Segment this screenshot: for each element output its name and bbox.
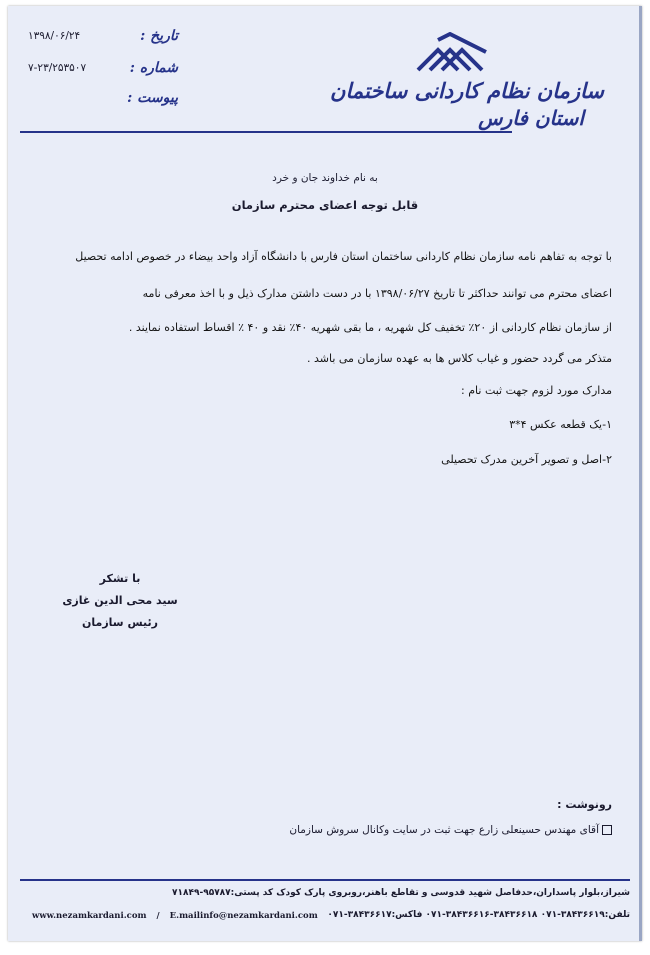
page-edge (639, 6, 642, 941)
body-line: ۲-اصل و تصویر آخرین مدرک تحصیلی (441, 453, 612, 466)
footer-contact (32, 911, 318, 921)
cc-item (289, 824, 612, 836)
organization-logo (330, 32, 604, 132)
cc-title: رونوشت : (557, 798, 612, 811)
footer-website: www.nezamkardani.com (32, 911, 147, 921)
building-logo-icon (416, 32, 488, 72)
cc-item-text: آقای مهندس حسینعلی زارع جهت ثبت در سایت وکانال سروش سازمان (289, 824, 599, 836)
number-value: ۷-۲۳/۲۵۳۵۰۷ (28, 62, 87, 74)
letter-page (8, 6, 642, 941)
organization-province: استان فارس (478, 106, 584, 130)
date-value: ۱۳۹۸/۰۶/۲۴ (28, 30, 81, 42)
date-row (28, 28, 178, 48)
body-line: با توجه به تفاهم نامه سازمان نظام کاردانی ساختمان استان فارس با دانشگاه آزاد واحد بیضاء در خصوص ادامه تحصیل (75, 250, 612, 263)
footer-phones: تلفن:۳۸۴۳۶۶۱۹-۰۷۱ ۳۸۴۳۶۶۱۸-۳۸۴۳۶۶۱۶-۰۷۱ فاکس:۳۸۴۳۶۶۱۷-۰۷۱ (327, 910, 630, 920)
date-label: تاریخ : (140, 28, 178, 44)
footer-address: شیراز،بلوار پاسداران،حدفاصل شهید قدوسی و تقاطع باهنر،روبروی پارک کودک کد پستی:۹۵۷۸۷-۷۱۸۴۹ (171, 888, 630, 898)
footer-separator: / (156, 911, 160, 921)
letter-addressee: قابل توجه اعضای محترم سازمان (231, 198, 419, 212)
signature-name: سید محی الدین غازی (62, 594, 178, 607)
attachment-row (28, 90, 178, 110)
organization-name: سازمان نظام کاردانی ساختمان (330, 78, 604, 103)
header-divider (20, 131, 512, 133)
letter-intro: به نام خداوند جان و خرد (272, 172, 378, 184)
checkbox-icon (602, 825, 612, 835)
body-line: متذکر می گردد حضور و غیاب کلاس ها به عهده سازمان می باشد . (306, 352, 612, 365)
signature-closing: با تشکر (99, 572, 141, 585)
signature-block (50, 568, 190, 634)
attachment-label: پیوست : (127, 90, 178, 106)
number-label: شماره : (129, 60, 178, 76)
body-line: از سازمان نظام کاردانی از ۲۰٪ تخفیف کل شهریه ، ما بقی شهریه ۴۰٪ نقد و ۴۰ ٪ اقساط استفاده نمایند . (128, 321, 612, 334)
footer-email: E.mailinfo@nezamkardani.com (169, 911, 318, 921)
body-line: ۱-یک قطعه عکس ۴*۳ (509, 418, 612, 431)
signature-title: رئیس سازمان (82, 616, 158, 629)
body-line: مدارک مورد لزوم جهت ثبت نام : (461, 384, 612, 397)
number-row (28, 60, 178, 80)
footer-divider (20, 879, 630, 881)
body-line: اعضای محترم می توانند حداکثر تا تاریخ ۱۳۹۸/۰۶/۲۷ با در دست داشتن مدارک ذیل و با اخذ معرفی نامه (142, 287, 612, 300)
